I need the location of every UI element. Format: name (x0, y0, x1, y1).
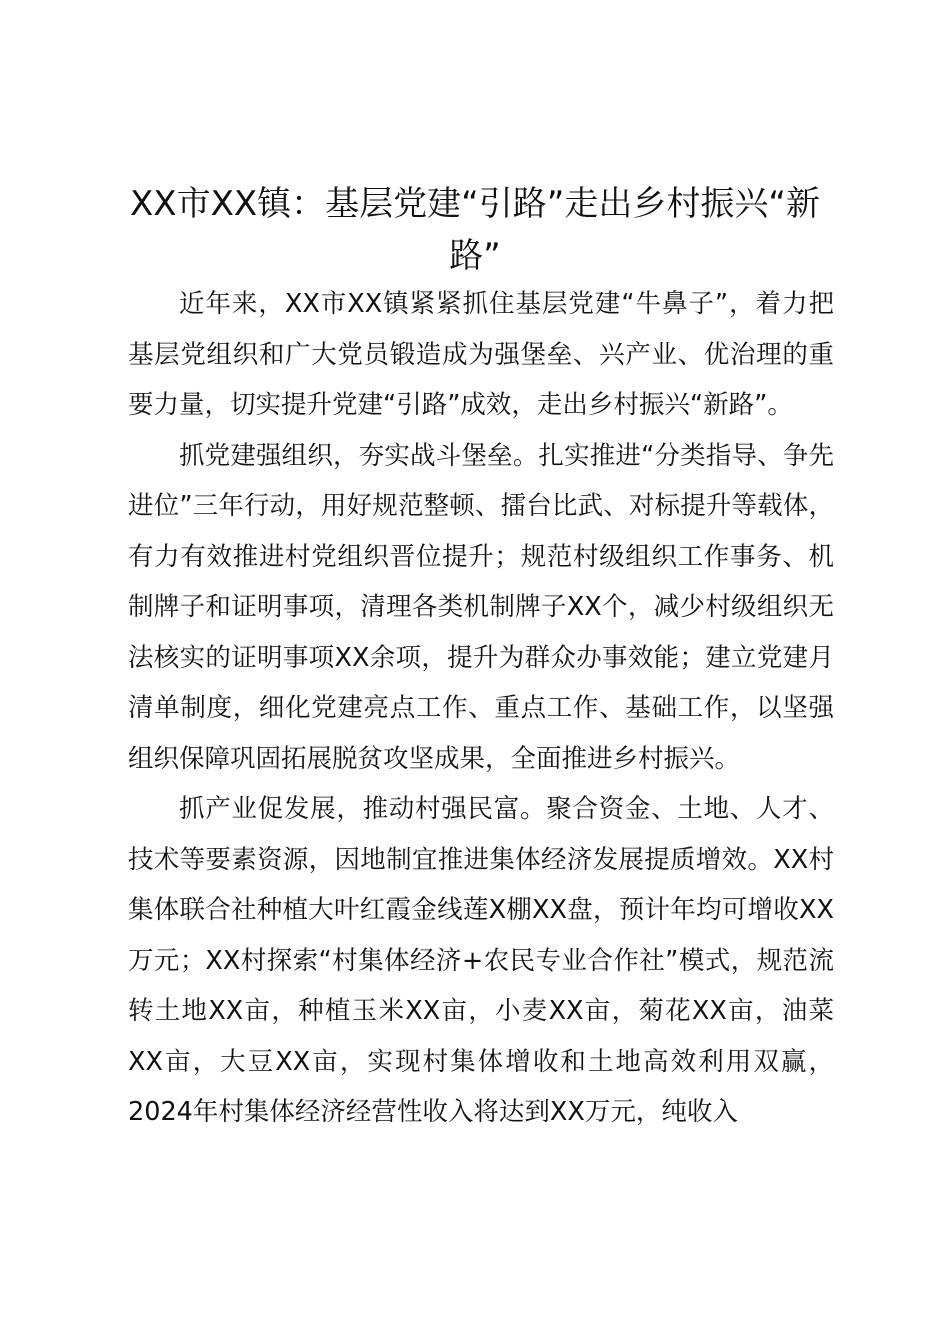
paragraph-intro: 近年来，XX市XX镇紧紧抓住基层党建“牛鼻子”，着力把基层党组织和广大党员锻造成为强堡垒、兴产业、优治理的重要力量，切实提升党建“引路”成效，走出乡村振兴“新路”。 (128, 289, 834, 420)
document-body (128, 279, 834, 1138)
document-title: XX市XX镇：基层党建“引路”走出乡村振兴“新路” (129, 184, 820, 276)
paragraph-industry: 抓产业促发展，推动村强民富。聚合资金、土地、人才、技术等要素资源，因地制宜推进集体经济发展提质增效。XX村集体联合社种植大叶红霞金线莲X棚XX盘，预计年均可增收XX万元；XX村探索“村集体经济+农民专业合作社”模式，规范流转土地XX亩，种植玉米XX亩，小麦XX亩，菊花XX亩，油菜XX亩，大豆XX亩，实现村集体增收和土地高效利用双赢，2024年村集体经济经营性收入将达到XX万元，纯收入 (128, 794, 834, 1127)
paragraph-organization: 抓党建强组织，夯实战斗堡垒。扎实推进“分类指导、争先进位”三年行动，用好规范整顿、擂台比武、对标提升等载体，有力有效推进村党组织晋位提升；规范村级组织工作事务、机制牌子和证明事项，清理各类机制牌子XX个，减少村级组织无法核实的证明事项XX余项，提升为群众办事效能；建立党建月清单制度，细化党建亮点工作、重点工作、基础工作，以坚强组织保障巩固拓展脱贫攻坚成果，全面推进乡村振兴。 (128, 440, 834, 774)
